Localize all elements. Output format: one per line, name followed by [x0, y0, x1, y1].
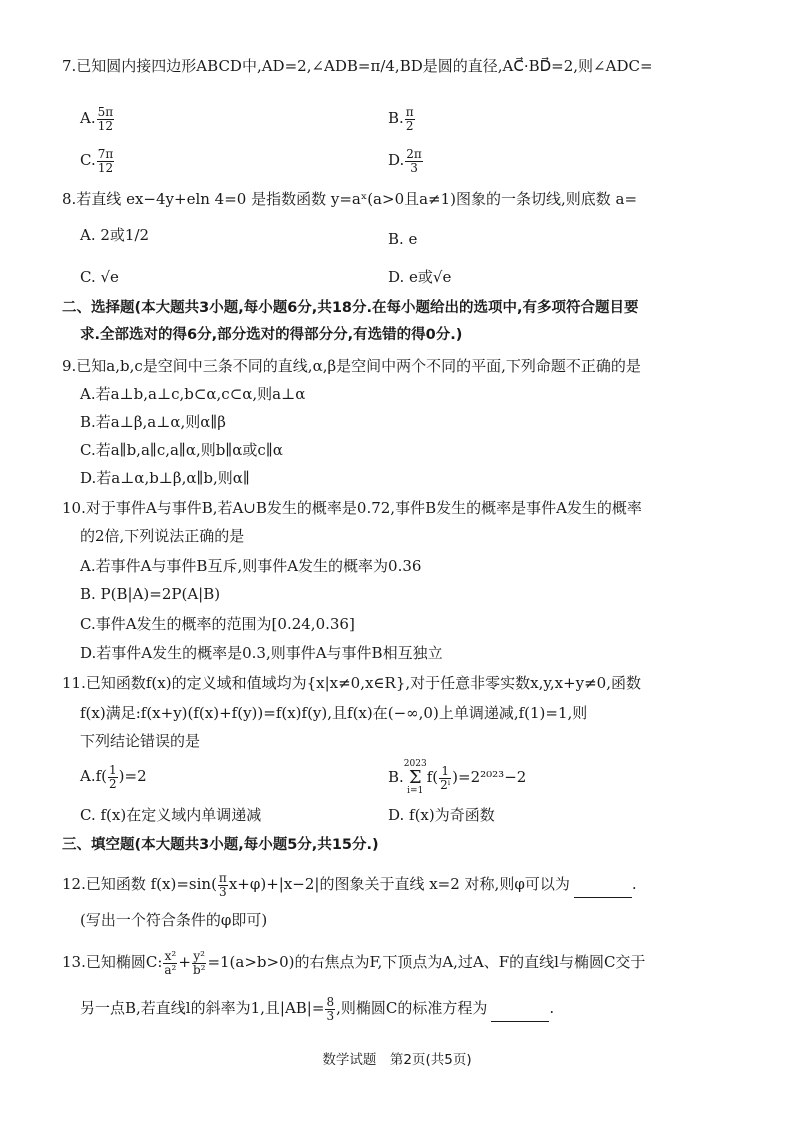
q7-option-b: B. $\frac{\pi}{2}$ [388, 105, 414, 133]
q11-option-c: C. f(x)在定义域内单调递减 [80, 806, 262, 824]
q10-option-d: D.若事件A发生的概率是0.3,则事件A与事件B相互独立 [80, 644, 443, 662]
q11-option-b: B.2023 Σ i=1f( $\frac{1}{\text{2ⁱ}}$ )=2²⁰²³−2 [388, 759, 527, 796]
q13-stem: 13.已知椭圆C: $\frac{\text{x²}}{\text{a²}}$ + $\frac{\text{y²}}{\text{b²}}$ =1(a>b>0)的右焦点为F,下顶点为A,过A、F的直线l与椭圆C交于 [62, 949, 646, 977]
page-footer: 数学试题 第2页(共5页) [322, 1052, 472, 1068]
q9-option-a: A.若a⊥b,a⊥c,b⊂α,c⊂α,则a⊥α [80, 385, 306, 403]
q11-stem-cont: f(x)满足:f(x+y)(f(x)+f(y))=f(x)f(y),且f(x)在(−∞,0)上单调递减,f(1)=1,则 [80, 704, 588, 722]
q11-stem-cont-2: 下列结论错误的是 [80, 732, 201, 750]
q7-option-a: A. $\frac{5\pi}{12}$ [80, 105, 114, 133]
section-2-heading-cont: 求.全部选对的得6分,部分选对的得部分分,有选错的得0分.) [80, 327, 463, 343]
q10-option-b: B. P(B|A)=2P(A|B) [80, 585, 221, 603]
q11-option-d: D. f(x)为奇函数 [388, 806, 495, 824]
q9-option-c: C.若a∥b,a∥c,a∥α,则b∥α或c∥α [80, 441, 283, 459]
q8-stem: 8.若直线 ex−4y+eln 4=0 是指数函数 y=aˣ(a>0且a≠1)图象的一条切线,则底数 a= [62, 190, 638, 208]
q13-stem-cont: 另一点B,若直线l的斜率为1,且|AB|= $\frac{8}{3}$ ,则椭圆C的标准方程为 . [80, 995, 555, 1023]
q12-stem: 12.已知函数 f(x)=sin( $\frac{\pi}{3}$ x+φ)+|x−2|的图象关于直线 x=2 对称,则φ可以为 . [62, 871, 637, 899]
q10-stem: 10.对于事件A与事件B,若A∪B发生的概率是0.72,事件B发生的概率是事件A发生的概率 [62, 499, 642, 517]
section-2-heading: 二、选择题(本大题共3小题,每小题6分,共18分.在每小题给出的选项中,有多项符合题目要 [62, 300, 639, 316]
q7-option-d: D. $\frac{2\pi}{3}$ [388, 147, 422, 175]
q8-option-a: A. 2或1/2 [80, 226, 150, 244]
q9-option-d: D.若a⊥α,b⊥β,α∥b,则α∥ [80, 469, 250, 487]
q13-answer-blank[interactable] [491, 1021, 549, 1022]
q8-option-b: B. e [388, 230, 418, 248]
q9-option-b: B.若a⊥β,a⊥α,则α∥β [80, 413, 226, 431]
q10-stem-cont: 的2倍,下列说法正确的是 [80, 527, 245, 545]
q8-option-c: C. √e [80, 268, 119, 286]
q11-option-a: A.f( $\frac{1}{2}$ )=2 [80, 763, 147, 791]
q9-stem: 9.已知a,b,c是空间中三条不同的直线,α,β是空间中两个不同的平面,下列命题不正确的是 [62, 357, 641, 375]
q10-option-c: C.事件A发生的概率的范围为[0.24,0.36] [80, 615, 355, 633]
q12-answer-blank[interactable] [574, 897, 632, 898]
q7-stem: 7.已知圆内接四边形ABCD中,AD=2,∠ADB=π/4,BD是圆的直径,AC⃗·BD⃗=2,则∠ADC= [62, 57, 653, 75]
q7-option-c: C. $\frac{7\pi}{12}$ [80, 147, 114, 175]
q11-stem: 11.已知函数f(x)的定义域和值域均为{x|x≠0,x∈R},对于任意非零实数x,y,x+y≠0,函数 [62, 674, 641, 692]
q12-note: (写出一个符合条件的φ即可) [80, 911, 268, 929]
q8-option-d: D. e或√e [388, 268, 452, 286]
section-3-heading: 三、填空题(本大题共3小题,每小题5分,共15分.) [62, 837, 379, 853]
q10-option-a: A.若事件A与事件B互斥,则事件A发生的概率为0.36 [80, 557, 422, 575]
